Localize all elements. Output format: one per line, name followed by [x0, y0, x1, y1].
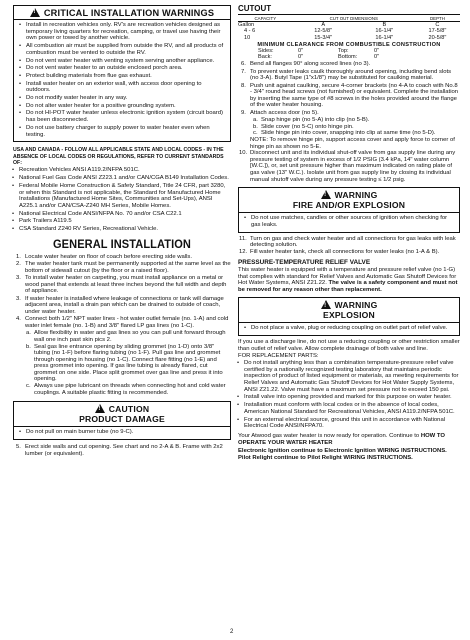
closing-paragraph: Your Atwood gas water heater is now ready for operation. Continue to HOW TO OPERATE YOUR WATER HEATER — [238, 432, 445, 446]
step-number: 12. — [239, 249, 248, 256]
numbered-step — [241, 82, 460, 109]
cutout-subheader-cell: C — [435, 22, 440, 28]
bullet-item: • National Fuel Gas Code ANSI Z223.1 and/or CAN/CGA B149 Installation Codes. — [19, 175, 231, 182]
numbered-step — [16, 275, 231, 295]
electronic-ignition-line: Electronic Ignition continue to Electronic Ignition WIRING INSTRUCTIONS. — [238, 448, 447, 455]
fire-warning-subtitle: FIRE AND/OR EXPLOSION — [292, 199, 406, 210]
cutout-header-dimensions: CUT OUT DIMENSIONS — [293, 16, 415, 22]
bullet-item: • All combustion air must be supplied from outside the RV, and all products of combustion must be vented to outside the RV. — [26, 43, 226, 56]
step-text: Connect both 1/2" NPT water lines - hot water outlet female (no. 1-A) and cold water inlet female (no. 1-B) and 3/8" flared LP gas lines (no 1-C). — [25, 316, 229, 329]
critical-warnings-box — [13, 5, 231, 142]
bullet-item: • National Electrical Code ANSI/NFPA No. 70 and/or CSA C22.1 — [19, 211, 231, 218]
step-number: 3. — [16, 275, 21, 282]
bullet-item: • Do not use matches, candles or other sources of ignition when checking for gas leaks. — [251, 215, 455, 228]
step-text: Turn on gas and check water heater and all connections for gas leaks with leak detecting solution. — [250, 235, 456, 249]
explosion-warning-subtitle: EXPLOSION — [323, 309, 375, 320]
numbered-step — [253, 117, 460, 124]
step-number: 9. — [241, 109, 246, 116]
bullet-item: • Do not vent water heater to an outside enclosed porch area. — [26, 65, 226, 72]
caution-box — [13, 401, 231, 440]
codes-section — [13, 147, 231, 233]
mounting-steps — [238, 61, 460, 116]
step-text: Slide cover (no 5-C) onto hinge pin. — [261, 123, 354, 130]
critical-warnings-list — [14, 20, 230, 141]
step-text: To prevent water leaks caulk thoroughly around opening, including bend slots (no 3-A). Butyl Tape (1"x1/8") may be substituted for caulking material. — [250, 68, 452, 82]
cutout-header-depth: DEPTH — [415, 16, 460, 22]
clearance-cell: Sides: — [258, 48, 274, 55]
fire-warning-title: WARNING — [334, 190, 378, 201]
cutout-title: CUTOUT — [238, 4, 460, 15]
numbered-step — [253, 130, 460, 137]
explosion-warning-header — [239, 298, 459, 323]
bullet-item: • Do not place a valve, plug or reducing coupling on outlet part of relief valve. — [251, 325, 455, 332]
warning-triangle-icon — [321, 190, 331, 199]
step-number: c. — [253, 130, 258, 137]
numbered-step — [239, 235, 460, 249]
step-number: b. — [26, 343, 31, 350]
table-cell: 12-5/8" — [314, 28, 333, 35]
fire-warning-box — [238, 187, 460, 232]
caution-subtitle: PRODUCT DAMAGE — [79, 413, 165, 424]
step-text: To install water heater on carpeting, you must install appliance on a metal or wood panel that extends at least three inches beyond the full width and depth of appliance. — [25, 275, 227, 295]
table-cell: 4 - 6 — [244, 28, 256, 35]
step-text: Slide hinge pin into cover, snapping into clip at same time (no 5-D). — [261, 130, 436, 137]
clearance-cell: 0" — [374, 48, 380, 55]
left-column — [13, 0, 231, 458]
step-number: 6. — [241, 61, 246, 68]
bullet-item: • Install valve into opening provided and marked for this purpose on water heater. — [244, 394, 460, 401]
table-cell: 16-1/4" — [375, 34, 394, 41]
discharge-paragraph: If you use a discharge line, do not use a reducing coupling or other restriction smaller than outlet of relief valve. Allow complete drainage of both valve and line. — [238, 339, 460, 352]
step-number: a. — [253, 117, 258, 124]
warning-triangle-icon — [95, 404, 105, 413]
fire-warning-header — [239, 188, 459, 213]
step-text: Always use pipe lubricant on threads when connecting hot and cold water couplings. A suitable plastic fitting is recommended. — [34, 383, 226, 396]
step-5: 5. Erect side walls and cut opening. See chart and no 2-A & B. Frame with 2x2 lumber (or equivalent). — [16, 443, 223, 457]
step-5-list — [13, 444, 231, 457]
step-10: 10. Disconnect unit and its individual shut-off valve from gas supply line during any pressure testing of system in excess of 1/2 PSIG (3.4 kPa, 14" water column [W.C.]), or, set unit pressure higher than maximum indicated on rating plate of gas valve (13" W.C.). Isolate unit from gas supply line by closing its individual manual shutoff valve during any pressure testing ≤ 1/2 psig. — [239, 150, 456, 183]
clearance-cell: 0" — [298, 54, 304, 61]
table-row — [238, 35, 460, 41]
numbered-step — [16, 295, 231, 316]
cutout-subheader-cell: A — [321, 22, 326, 28]
bullet-item: • For an external electrical source, ground this unit in accordance with National Electrical Code ANSI/NFPA70. — [244, 417, 460, 430]
bullet-item: • Do not alter water heater for a positive grounding system. — [26, 103, 226, 110]
codes-heading: USA AND CANADA - FOLLOW ALL APPLICABLE STATE AND LOCAL CODES - IN THE ABSENCE OF LOCAL CODES OR REGULATIONS, REFER TO CURRENT STANDARDS OF: — [13, 147, 224, 167]
step-number: a. — [26, 330, 31, 337]
clearance-rows — [238, 48, 460, 60]
step-text: Bend all flanges 90° along scored lines (no 3). — [250, 61, 371, 68]
codes-list — [13, 166, 231, 232]
caution-header — [14, 402, 230, 427]
numbered-step — [26, 330, 231, 343]
bullet-item: • Do not vent water heater with venting system serving another appliance. — [26, 58, 226, 65]
prv-title: PRESSURE-TEMPERATURE RELIEF VALVE — [238, 259, 371, 267]
clearance-cell: Top: — [338, 48, 349, 55]
bullet-item: • Do not use battery charger to supply power to water heater even when testing. — [26, 125, 226, 138]
clearance-section — [238, 42, 460, 60]
step-number: 1. — [16, 253, 21, 260]
replacement-list — [238, 360, 460, 430]
explosion-warning-list — [239, 323, 459, 335]
numbered-step — [16, 261, 231, 274]
door-substeps — [252, 117, 460, 137]
numbered-step — [253, 123, 460, 131]
prv-body: This water heater is equipped with a temperature and pressure relief valve (no 1-G) that complies with standard for Relief Valves and Automatic Gas Shutoff Devices for Hot Water Systems, ANSI Z21.22. The valve is a safety component and must not be removed for any reason other than replacement. — [238, 267, 458, 293]
numbered-step — [26, 343, 231, 384]
clearance-cell: Bottom: — [338, 54, 358, 61]
step-text: Seal gas line entrance opening by sliding grommet (no 1-D) onto 3/8" tubing (no 1-F) before flaring tubing (no 1-F). Pull gas line and grommet through opening in housing (no 1-C). Connect flare fitting (no 1-E) and press grommet into opening. If gas line tubing is already flared, cut grommet on one side. Place split grommet over gas line and press it into opening. — [34, 343, 223, 383]
bullet-item: • Installation must conform with local codes or in the absence of local codes, American National Standard for Recreational Vehicles, ANSI A119.2/NFPA 501C. — [244, 402, 460, 415]
numbered-step — [26, 383, 231, 396]
replacement-title: FOR REPLACEMENT PARTS: — [238, 353, 319, 360]
bullet-item: • Do not pull on main burner tube (no 9-C). — [26, 429, 226, 436]
bullet-item: • Install water heater on an exterior wall, with access door opening to outdoors. — [26, 81, 226, 94]
bullet-item: • Park Trailers A119.5 — [19, 218, 231, 225]
hinge-note: NOTE: To remove hinge pin, support access cover and apply force to corner of hinge pin as shown no 5-E. — [250, 136, 455, 150]
step-text: The water heater tank must be permanently supported at the same level as the bottom of sidewall cutout (by the floor or a raised floor). — [25, 261, 231, 274]
fire-warning-list — [239, 213, 459, 231]
warning-triangle-icon — [321, 300, 331, 309]
cutout-header-capacity: CAPACITY — [238, 16, 293, 22]
critical-warnings-header — [14, 6, 230, 20]
numbered-step — [241, 68, 460, 82]
step-number: 7. — [241, 68, 246, 75]
bullet-item: • Do not install anything less than a combination temperature-pressure relief valve certified by a nationally recognized testing laboratory that maintains periodic inspection of product of listed equipment or materials, as meeting requirements for Relief Valves and Automatic Gas Shutoff Devices for Hot Water Supply Systems, ANSI Z21.22. Valve must have a maximum set pressure not to exceed 150 psi. — [244, 360, 460, 394]
numbered-step — [241, 61, 460, 68]
step-text: Snap hinge pin (no 5-A) into clip (no 5-B). — [261, 117, 370, 124]
step-text: If water heater is installed where leakage of connections or tank will damage adjacent area, install a drain pan which can be drained to outside of coach, under water heater. — [25, 295, 224, 315]
table-cell: 17-5/8" — [428, 28, 447, 35]
bullet-item: • Do not HI-POT water heater unless electronic ignition system (circuit board) has been disconnected. — [26, 110, 226, 123]
explosion-warning-title: WARNING — [334, 300, 378, 311]
leak-check-steps — [238, 236, 460, 257]
cutout-subheader-cell: B — [382, 22, 387, 28]
table-cell: 15-3/4" — [314, 34, 333, 41]
step-number: 11. — [239, 235, 247, 242]
table-cell: 16-1/4" — [375, 28, 394, 35]
numbered-step — [16, 253, 231, 261]
cutout-subheader-cell: Gallon — [238, 22, 255, 28]
critical-warnings-title: CRITICAL INSTALLATION WARNINGS — [43, 8, 215, 18]
page-number: 2 — [230, 629, 234, 635]
bullet-item: • CSA Standard Z240 RV Series, Recreational Vehicle. — [19, 226, 231, 233]
step-number: 4. — [16, 316, 21, 323]
bullet-item: • Federal Mobile Home Construction & Safety Standard, Title 24 CFR, part 3280, or when this Standard is not applicable, the Standard for Manufactured Home Installations (Manufactured Home Sites, Communities and Set-Ups), ANSI A225.1 and/or CAN/CSA-Z240 MH Series, Mobile Homes. — [19, 183, 231, 210]
bullet-item: • Recreation Vehicles ANSI A119.2/NFPA 501C. — [19, 167, 231, 174]
step-number: c. — [26, 383, 31, 390]
right-column — [238, 0, 460, 461]
table-cell: 20-5/8" — [428, 34, 447, 41]
step-text: Allow flexibility in water and gas lines so you can pull unit forward through wall one inch past skin pics 2. — [34, 330, 226, 343]
numbered-step — [16, 316, 231, 329]
bullet-item: • Protect building materials from flue gas exhaust. — [26, 73, 226, 80]
table-cell: 10 — [244, 34, 251, 41]
step-text: Locate water heater on floor of coach before erecting side walls. — [25, 253, 192, 260]
cutout-table — [238, 16, 460, 41]
clearance-title: MINIMUM CLEARANCE FROM COMBUSTIBLE CONSTRUCTION — [257, 42, 441, 49]
general-installation-title: GENERAL INSTALLATION — [53, 236, 191, 251]
step-number: 3. — [16, 295, 21, 302]
bullet-item: • Install in recreation vehicles only. RV's are recreation vehicles designed as temporary living quarters for recreation, camping, or travel use having their own power or towed by another vehicle. — [26, 22, 226, 42]
cutout-subheader-row — [238, 22, 460, 29]
clearance-cell: Back: — [258, 54, 272, 61]
cutout-table-body — [238, 22, 460, 42]
explosion-warning-box — [238, 297, 460, 336]
bullet-item: • Do not modify water heater in any way. — [26, 95, 226, 102]
step-10-list — [238, 150, 460, 183]
general-installation-substeps — [25, 330, 231, 396]
warning-triangle-icon — [30, 8, 40, 17]
clearance-cell: 0" — [298, 48, 304, 55]
step-number: 8. — [241, 82, 246, 89]
general-installation-steps — [13, 254, 231, 330]
clearance-cell: 0" — [374, 54, 380, 61]
caution-list — [14, 427, 230, 439]
step-text: Attach access door (no 5). — [250, 109, 319, 116]
numbered-step — [241, 109, 460, 117]
step-number: b. — [253, 123, 258, 130]
numbered-step — [239, 249, 460, 256]
step-number: 2. — [16, 261, 21, 268]
caution-title: CAUTION — [108, 404, 150, 415]
pilot-relight-line: Pilot Relight continue to Pilot Relight WIRING INSTRUCTIONS. — [238, 454, 413, 461]
step-text: Fill water heater tank, check all connections for water leaks (no 1-A & B). — [250, 249, 440, 256]
step-text: Push unit against caulking, secure 4-corner brackets (no 4-A to coach with No.8 - 3/4" round head screws (not furnished) or equivalent. Complete the installation by inserting the same type of #8 screws in the holes provided around the flange of the water heater housing. — [250, 82, 459, 109]
clearance-row — [258, 54, 460, 60]
